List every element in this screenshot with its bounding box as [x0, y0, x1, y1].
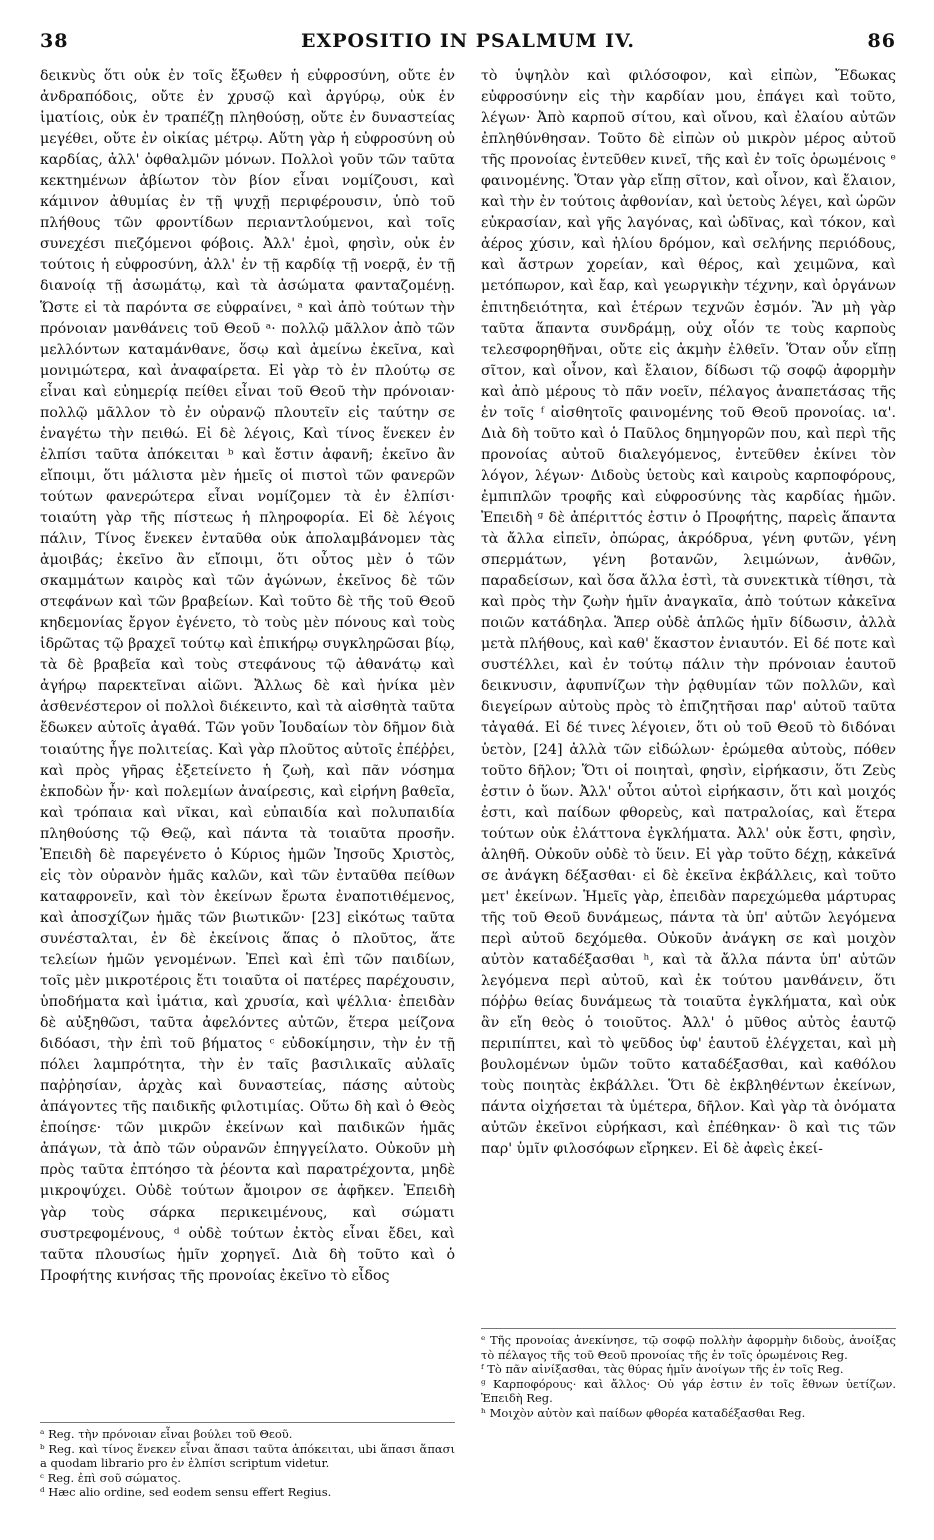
- right-footnotes: [481, 1328, 896, 1420]
- left-footnotes: [40, 1422, 455, 1500]
- right-column-text: τὸ ὑψηλὸν καὶ φιλόσοφον, καὶ εἰπὼν, Ἔδωκας εὐφροσύνην εἰς τὴν καρδίαν μου, ἐπάγει καὶ τοῦτο, λέγων· Ἀπὸ καρποῦ σίτου, καὶ οἴνου, καὶ ἐλαίου αὐτῶν ἐπληθύνθησαν. Τοῦτο δὲ εἰπὼν οὐ μικρὸν μέρος αὐτοῦ τῆς προνοίας ἐντεῦθεν κινεῖ, τῆς καὶ ἐν τοῖς ὁρωμένοις ᵉ φαινομένης. Ὅταν γὰρ εἴπῃ σῖτον, καὶ οἶνον, καὶ ἔλαιον, καὶ τὴν ἐν τούτοις ἀφθονίαν, καὶ ὑετοὺς λέγει, καὶ ὡρῶν εὐκρασίαν, καὶ γῆς λαγόνας, καὶ ὠδῖνας, καὶ τόκον, καὶ ἀέρος χύσιν, καὶ ἡλίου δρόμον, καὶ σελήνης περιόδους, καὶ ἄστρων χορείαν, καὶ θέρος, καὶ χειμῶνα, καὶ μετόπωρον, καὶ ἔαρ, καὶ γεωργικὴν τέχνην, καὶ ὀργάνων ἐπιτηδειότητα, καὶ ἑτέρων τεχνῶν ἐσμόν. Ἂν μὴ γὰρ ταῦτα ἅπαντα συνδράμῃ, οὐχ οἷόν τε τοὺς καρποὺς τελεσφορηθῆναι, οὔτε εἰς ἀκμὴν ἐλθεῖν. Ὅταν οὖν εἴπῃ σῖτον, καὶ οἶνον, καὶ ἔλαιον, δίδωσι τῷ σοφῷ ἀφορμὴν καὶ ἀπὸ μέρους τὸ πᾶν νοεῖν, πέλαγος ἀναπετάσας τῆς ἐν τοῖς ᶠ αἰσθητοῖς φαινομένης τοῦ Θεοῦ προνοίας. ια'. Διὰ δὴ τοῦτο καὶ ὁ Παῦλος δημηγορῶν που, καὶ περὶ τῆς προνοίας αὐτοῦ διαλεγόμενος, ἐντεῦθεν ἐκίνει τὸν λόγον, λέγων· Διδοὺς ὑετοὺς καὶ καιροὺς καρποφόρους, ἐμπιπλῶν τροφῆς καὶ εὐφροσύνης τὰς καρδίας ἡμῶν. Ἐπειδὴ ᵍ δὲ ἀπέριττός ἐστιν ὁ Προφήτης, παρεὶς ἅπαντα τὰ ἄλλα εἰπεῖν, ὀπώρας, ἀκρόδρυα, γένη φυτῶν, γένη σπερμάτων, γένη βοτανῶν, λειμώνων, ἀνθῶν, παραδείσων, καὶ ὅσα ἄλλα ἐστὶ, τὰ συνεκτικὰ τίθησι, τὰ καὶ πρὸς τὴν ζωὴν ἡμῖν ἀναγκαῖα, ἀπὸ τούτων κἀκεῖνα ποιῶν κατάδηλα. Ἅπερ οὐδὲ ἁπλῶς ἡμῖν δίδωσιν, ἀλλὰ μετὰ πλήθους, καὶ καθ' ἕκαστον ἐνιαυτόν. Εἰ δέ ποτε καὶ συστέλλει, καὶ ἐν τούτῳ πάλιν τὴν πρόνοιαν ἑαυτοῦ δεικνυσιν, ἀφυπνίζων τὴν ῥᾳθυμίαν τῶν πολλῶν, καὶ διεγείρων αὐτοὺς πρὸς τὸ ἐπιζητῆσαι παρ' αὐτοῦ ταῦτα τἀγαθά. Εἰ δέ τινες λέγοιεν, ὅτι οὐ τοῦ Θεοῦ τὸ διδόναι ὑετὸν, [24] ἀλλὰ τῶν εἰδώλων· ἐρώμεθα αὐτοὺς, πόθεν τοῦτο δῆλον; Ὅτι οἱ ποιηταὶ, φησὶν, εἰρήκασιν, ὅτι Ζεὺς ἐστιν ὁ ὕων. Ἀλλ' οὗτοι αὐτοὶ εἰρήκασιν, ὅτι καὶ μοιχός ἐστι, καὶ παίδων φθορεὺς, καὶ πατραλοίας, καὶ ἕτερα τούτων οὐκ ἐλάττονα ἐγκλήματα. Ἀλλ' οὐκ ἔστι, φησὶν, ἀληθῆ. Οὐκοῦν οὐδὲ τὸ ὕειν. Εἰ γὰρ τοῦτο δέχῃ, κἀκεῖνά σε ἀνάγκη δέξασθαι· εἰ δὲ ἐκεῖνα ἐκβάλλεις, καὶ τοῦτο μετ' ἐκείνων. Ἡμεῖς γὰρ, ἐπειδὰν παρεχώμεθα μάρτυρας τῆς τοῦ Θεοῦ δυνάμεως, πάντα τὰ ὑπ' αὐτῶν λεγόμενα περὶ αὐτοῦ δεχόμεθα. Οὐκοῦν ἀνάγκη σε καὶ μοιχὸν αὐτὸν καταδέξασθαι ʰ, καὶ τὰ ἄλλα πάντα ὑπ' αὐτῶν λεγόμενα περὶ αὐτοῦ, καὶ ἐκ τούτου μανθάνειν, ὅτι πόῤῥω θείας δυνάμεως τὰ τοιαῦτα ἐγκλήματα, καὶ οὐκ ἂν εἴη θεὸς ὁ τοιοῦτος. Ἀλλ' ὁ μῦθος αὐτὸς ἑαυτῷ περιπίπτει, καὶ τὸ ψεῦδος ὑφ' ἑαυτοῦ ἐλέγχεται, καὶ μὴ βουλομένων ὑμῶν τοῦτο καταδέξασθαι, καὶ καθόλου τοὺς ποιητὰς ἐκβάλλει. Ὅτι δὲ ἐκβληθέντων ἐκείνων, πάντα οἰχήσεται τὰ ὑμέτερα, δῆλον. Καὶ γὰρ τὰ ὀνόματα αὐτῶν ἐκεῖνοι εὑρήκασι, καὶ ἐπέθηκαν· ὃ καὶ τις τῶν παρ' ὑμῖν φιλοσόφων εἴρηκεν. Εἰ δὲ ἀφεὶς ἐκεί-: [481, 68, 896, 1158]
- right-column: [481, 66, 896, 1500]
- page-number-left: 38: [40, 30, 69, 52]
- footnote-d: ᵈ Hæc alio ordine, sed eodem sensu effert Regius.: [40, 1485, 332, 1499]
- footnote-a: ᵃ Reg. τὴν πρόνοιαν εἶναι βούλει τοῦ Θεοῦ.: [40, 1427, 293, 1441]
- left-column-text: δεικνὺς ὅτι οὐκ ἐν τοῖς ἔξωθεν ἡ εὐφροσύνη, οὔτε ἐν ἀνδραπόδοις, οὔτε ἐν χρυσῷ καὶ ἀργύρῳ, οὐκ ἐν ἱματίοις, οὐκ ἐν τραπέζῃ πληθούσῃ, οὔτε ἐν δυναστείας μεγέθει, οὔτε ἐν οἰκίας μέτρῳ. Αὕτη γὰρ ἡ εὐφροσύνη οὐ καρδίας, ἀλλ' ὀφθαλμῶν μόνων. Πολλοὶ γοῦν τῶν ταῦτα κεκτημένων ἀβίωτον τὸν βίον εἶναι νομίζουσι, καὶ κάμινον ἀθυμίας ἐν τῇ ψυχῇ περιφέρουσιν, ὑπὸ τοῦ πλήθους τῶν φροντίδων περιαντλούμενοι, καὶ τοῖς συνεχέσι πιεζόμενοι φόβοις. Ἀλλ' ἐμοὶ, φησὶν, οὐκ ἐν τούτοις ἡ εὐφροσύνη, ἀλλ' ἐν τῇ καρδίᾳ τῇ νοερᾷ, ἐν τῇ διανοίᾳ τῇ ἀσωμάτῳ, καὶ τὰ ἀσώματα φανταζομένῃ. Ὥστε εἰ τὰ παρόντα σε εὐφραίνει, ᵃ καὶ ἀπὸ τούτων τὴν πρόνοιαν μανθάνεις τοῦ Θεοῦ ᵃ· πολλῷ μᾶλλον ἀπὸ τῶν μελλόντων καταμάνθανε, ὅσῳ καὶ ἀμείνω ἐκεῖνα, καὶ μονιμώτερα, καὶ ἀναφαίρετα. Εἰ γὰρ τὸ ἐν πλούτῳ σε εἶναι καὶ εὐημερίᾳ πείθει εἶναι τοῦ Θεοῦ τὴν πρόνοιαν· πολλῷ μᾶλλον τὸ ἐν οὐρανῷ πλουτεῖν εἰς ταύτην σε ἐναγέτω τὴν πειθώ. Εἰ δὲ λέγοις, Καὶ τίνος ἕνεκεν ἐν ἐλπίσι ταῦτα ἀπόκειται ᵇ καὶ ἔστιν ἀφανῆ; ἐκεῖνο ἂν εἴποιμι, ὅτι μάλιστα μὲν ἡμεῖς οἱ πιστοὶ τῶν φανερῶν τούτων φανερώτερα εἶναι νομίζομεν τὰ ἐν ἐλπίσι· τοιαύτη γὰρ τῆς πίστεως ἡ πληροφορία. Εἰ δὲ λέγοις πάλιν, Τίνος ἕνεκεν ἐνταῦθα οὐκ ἀπολαμβάνομεν τὰς ἀμοιβάς; ἐκεῖνο ἂν εἴποιμι, ὅτι οὗτος μὲν ὁ τῶν σκαμμάτων καιρὸς καὶ τῶν ἀγώνων, ἐκεῖνος δὲ τῶν στεφάνων καὶ τῶν βραβείων. Καὶ τοῦτο δὲ τῆς τοῦ Θεοῦ κηδεμονίας ἔργον ἐγένετο, τὸ τοὺς μὲν πόνους καὶ τοὺς ἱδρῶτας τῷ βραχεῖ τούτῳ καὶ ἐπικήρῳ συγκληρῶσαι βίῳ, τὰ δὲ βραβεῖα καὶ τοὺς στεφάνους τῷ ἀθανάτῳ καὶ ἀγήρῳ παρεκτεῖναι αἰῶνι. Ἄλλως δὲ καὶ ἡνίκα μὲν ἀσθενέστερον οἱ πολλοὶ διέκειντο, καὶ τὰ αἰσθητὰ ταῦτα ἔδωκεν αὐτοῖς ἀγαθά. Τῶν γοῦν Ἰουδαίων τὸν δῆμον διὰ τοιαύτης ἦγε πολιτείας. Καὶ γὰρ πλοῦτος αὐτοῖς ἐπέῤῥει, καὶ πρὸς γῆρας ἐξετείνετο ἡ ζωὴ, καὶ πᾶν νόσημα ἐκποδὼν ἦν· καὶ πολεμίων ἀναίρεσις, καὶ εἰρήνη βαθεῖα, καὶ τρόπαια καὶ νῖκαι, καὶ εὐπαιδία καὶ πολυπαιδία πληθούσης τῷ Θεῷ, καὶ πάντα τὰ τοιαῦτα προσῆν. Ἐπειδὴ δὲ παρεγένετο ὁ Κύριος ἡμῶν Ἰησοῦς Χριστὸς, εἰς τὸν οὐρανὸν ἡμᾶς καλῶν, καὶ τῶν ἐνταῦθα πείθων καταφρονεῖν, καὶ τὸν ἐκείνων ἔρωτα ἐναποτιθέμενος, καὶ ἀποσχίζων ἡμᾶς τῶν βιωτικῶν· [23] εἰκότως ταῦτα συνέσταλται, ἐν δὲ ἐκείνοις ἅπας ὁ πλοῦτος, ἅτε τελείων ἡμῶν γενομένων. Ἐπεὶ καὶ ἐπὶ τῶν παιδίων, τοῖς μὲν μικροτέροις ἔτι τοιαῦτα οἱ πατέρες παρέχουσιν, ὑποδήματα καὶ ἱμάτια, καὶ χρυσία, καὶ ψέλλια· ἐπειδὰν δὲ αὐξηθῶσι, ταῦτα ἀφελόντες αὐτῶν, ἕτερα μείζονα διδόασι, τὴν ἐπὶ τοῦ βήματος ᶜ εὐδοκίμησιν, τὴν ἐν τῇ πόλει λαμπρότητα, τὴν ἐν ταῖς βασιλικαῖς αὐλαῖς παῤῥησίαν, ἀρχὰς καὶ δυναστείας, πάσης αὐτοὺς ἀπάγοντες τῆς παιδικῆς φιλοτιμίας. Οὕτω δὴ καὶ ὁ Θεὸς ἐποίησε· τῶν μικρῶν ἐκείνων καὶ παιδικῶν ἡμᾶς ἀπάγων, τὰ ἀπὸ τῶν οὐρανῶν ἐπηγγείλατο. Οὐκοῦν μὴ πρὸς ταῦτα ἐπτόησο τὰ ῥέοντα καὶ παρατρέχοντα, μηδὲ μικροψύχει. Οὐδὲ τούτων ἄμοιρον σε ἀφῆκεν. Ἐπειδὴ γὰρ τοὺς σάρκα περικειμένους, καὶ σώματι συστρεφομένους, ᵈ οὐδὲ τούτων ἐκτὸς εἶναι ἔδει, καὶ ταῦτα πλουσίως ἡμῖν χορηγεῖ. Διὰ δὴ τοῦτο καὶ ὁ Προφήτης κινήσας τῆς προνοίας ἐκεῖνο τὸ εἶδος: [40, 68, 455, 1284]
- two-column-body: [40, 66, 896, 1500]
- footnote-f: ᶠ Τὸ πᾶν αἰνίξασθαι, τὰς θύρας ἡμῖν ἀνοίγων τῆς ἐν τοῖς Reg.: [481, 1362, 844, 1376]
- left-column-text-block: [40, 66, 455, 1416]
- right-column-text-block: [481, 66, 896, 1328]
- footnote-h: ʰ Μοιχὸν αὐτὸν καὶ παίδων φθορέα καταδέξασθαι Reg.: [481, 1405, 806, 1420]
- page-number-right: 86: [867, 30, 896, 52]
- footnote-b: ᵇ Reg. καὶ τίνος ἕνεκεν εἶναι ἅπασι ταῦτα ἀπόκειται, ubi ἅπασι ἅπασι a quodam librario pro ἐν ἐλπίσι scriptum videtur.: [40, 1441, 455, 1470]
- footnote-c: ᶜ Reg. ἐπὶ σοῦ σώματος.: [40, 1470, 181, 1485]
- footnote-g: ᵍ Καρποφόρους· καὶ ἄλλος· Οὐ γάρ ἐστιν ἐν τοῖς ἔθνων ὑετίζων. Ἐπειδὴ Reg.: [481, 1376, 896, 1405]
- running-header: [40, 30, 896, 60]
- running-title: EXPOSITIO IN PSALMUM IV.: [300, 30, 635, 52]
- footnote-e: ᵉ Τῆς προνοίας ἀνεκίνησε, τῷ σοφῷ πολλὴν ἀφορμὴν διδοὺς, ἀνοίξας τὸ πέλαγος τῆς τοῦ Θεοῦ προνοίας τῆς ἐν τοῖς ὁρωμένοις Reg.: [481, 1333, 896, 1362]
- left-column: [40, 66, 455, 1500]
